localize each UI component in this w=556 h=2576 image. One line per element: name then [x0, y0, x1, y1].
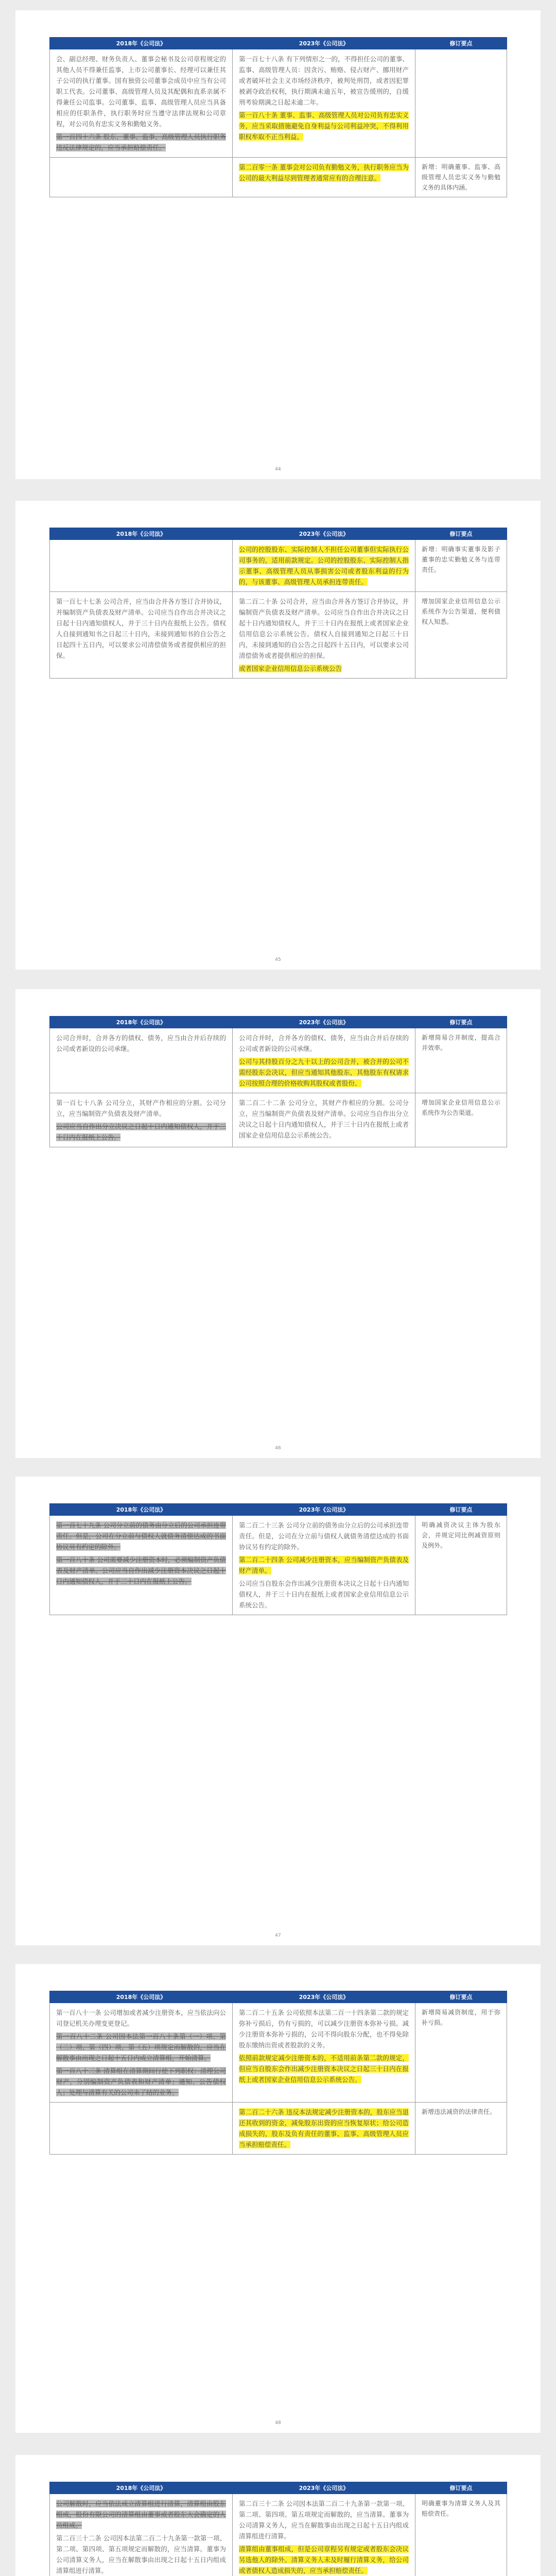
document-page [15, 1477, 541, 1945]
page-number: 47 [275, 1933, 281, 1938]
revision-note-text: 新增违法减资的法律责任。 [422, 2108, 496, 2115]
page-number: 46 [275, 1446, 281, 1451]
revision-note-cell [415, 2494, 507, 2576]
clause-text: 或者国家企业信用信息公示系统公告 [239, 665, 342, 672]
header-new-law: 2023年《公司法》 [233, 1991, 415, 2003]
revision-note-text: 新增简易减资制度，用于弥补亏损。 [422, 2009, 500, 2026]
new-law-cell [233, 592, 415, 679]
clause-text: 第一百七十七条 公司合并，应当由合并各方签订合并协议，并编制资产负债表及财产清单。公司应当自作出合并决议之日起十日内通知债权人，并于三十日内在报纸上公告。债权人自接到通知书之日起三十日内，未接到通知书的自公告之日起四十五日内，可以要求公司清偿债务或者提供相应的担保。 [56, 598, 226, 659]
old-law-cell [50, 49, 233, 158]
clause-text: 第一百八十条 董事、监事、高级管理人员对公司负有忠实义务，应当采取措施避免自身利益与公司利益冲突，不得利用职权牟取不正当利益。 [239, 111, 409, 141]
page-number: 45 [275, 957, 281, 962]
clause-text: 第二百二十三条 公司分立前的债务由分立后的公司承担连带责任。但是，公司在分立前与债权人就债务清偿达成的书面协议另有约定的除外。 [239, 1521, 409, 1551]
header-new-law: 2023年《公司法》 [233, 528, 415, 540]
table-row [50, 49, 507, 158]
revision-note-text: 明确董事为清算义务人及其赔偿责任。 [422, 2500, 500, 2517]
header-new-law: 2023年《公司法》 [233, 1016, 415, 1028]
revision-note-text: 明确减资决议主体为股东会，并规定同比例减资原则及例外。 [422, 1521, 500, 1549]
old-law-cell [50, 1516, 233, 1615]
comparison-table [49, 2482, 507, 2576]
clause-text: 公司应当自股东会作出减少注册资本决议之日起十日内通知债权人，并于三十日内在报纸上或者国家企业信用信息公示系统公告。 [239, 1580, 409, 1609]
table-row [50, 2003, 507, 2103]
old-law-cell [50, 540, 233, 592]
clause-text: 第二百二十六条 违反本法规定减少注册资本的，股东应当退还其收到的资金，减免股东出资的应当恢复原状；给公司造成损失的，股东及负有责任的董事、监事、高级管理人员应当承担赔偿责任。 [239, 2108, 409, 2148]
header-revision-notes: 修订要点 [415, 38, 507, 49]
new-law-cell [233, 2103, 415, 2155]
revision-note-cell [415, 1093, 507, 1147]
clause-text: 第二百三十二条 公司因本法第二百二十九条第一款第一项、第二项、第四项、第五项规定而解散的，应当清算。董事为公司清算义务人，应当在解散事由出现之日起十五日内组成清算组进行清算。 [239, 2500, 409, 2540]
revision-note-cell [415, 1516, 507, 1615]
header-new-law: 2023年《公司法》 [233, 1504, 415, 1516]
document-page [15, 501, 541, 970]
revision-note-text: 增加国家企业信用信息公示系统作为公告渠道，便利债权人知悉。 [422, 598, 500, 625]
clause-text: 公司解散时，应当依法成立清算组进行清算，清算组由股东组成，股份有限公司的清算组由董事或者股东大会确定的人员组成。 [56, 2500, 226, 2529]
page-number: 48 [275, 2420, 281, 2426]
table-row [50, 2103, 507, 2155]
revision-note-text: 增加国家企业信用信息公示系统作为公告渠道。 [422, 1099, 500, 1116]
clause-text: 第二百零一条 董事会对公司负有勤勉义务，执行职务应当为公司的最大利益尽到管理者通常应有的合理注意。 [239, 163, 409, 182]
document-page [15, 10, 541, 479]
clause-text: 依照前款规定减少注册资本的，不适用前条第二款的规定，但应当自股东会作出减少注册资本决议之日起三十日内在报纸上或者国家企业信用信息公示系统公告。 [239, 2054, 409, 2083]
revision-note-cell [415, 540, 507, 592]
page-number: 44 [275, 467, 281, 472]
clause-text: 公司合并时，合并各方的债权、债务，应当由合并后存续的公司或者新设的公司承继。 [239, 1034, 409, 1053]
comparison-table [49, 528, 507, 679]
clause-text: 第一百七十八条 公司分立，其财产作相应的分割。公司分立，应当编制资产负债表及财产清单。 [56, 1099, 226, 1117]
header-revision-notes: 修订要点 [415, 1016, 507, 1028]
clause-text: 第一百八十三条 清算组在清算期间行使下列职权：清理公司财产，分别编制资产负债表和财产清单；通知、公告债权人；处理与清算有关的公司未了结的业务。 [56, 2067, 226, 2096]
clause-text: 公司与其持股百分之九十以上的公司合并，被合并的公司不需经股东会决议，但应当通知其他股东，其他股东有权请求公司按照合理的价格收购其股权或者股份。 [239, 1058, 409, 1087]
clause-text: 第一百七十八条 有下列情形之一的，不得担任公司的董事、监事、高级管理人员：因贪污、贿赂、侵占财产、挪用财产或者破坏社会主义市场经济秩序，被判处刑罚，或者因犯罪被剥夺政治权利，执行期满未逾五年，被宣告缓刑的，自缓刑考验期满之日起未逾二年。 [239, 55, 409, 106]
old-law-cell [50, 158, 233, 197]
header-old-law: 2018年《公司法》 [50, 1016, 233, 1028]
new-law-cell [233, 1028, 415, 1093]
table-row [50, 1516, 507, 1615]
new-law-cell [233, 540, 415, 592]
old-law-cell [50, 2003, 233, 2103]
header-old-law: 2018年《公司法》 [50, 2482, 233, 2494]
header-old-law: 2018年《公司法》 [50, 1991, 233, 2003]
header-new-law: 2023年《公司法》 [233, 38, 415, 49]
document-page [15, 1964, 541, 2433]
header-revision-notes: 修订要点 [415, 1504, 507, 1516]
new-law-cell [233, 1093, 415, 1147]
clause-text: 第一百八十一条 公司增加或者减少注册资本，应当依法向公司登记机关办理变更登记。 [56, 2009, 226, 2027]
new-law-cell [233, 2003, 415, 2103]
header-old-law: 2018年《公司法》 [50, 528, 233, 540]
revision-note-text: 新增简易合并制度，提高合并效率。 [422, 1034, 500, 1052]
clause-text: 第一百八十条 公司需要减少注册资本时，必须编制资产负债表及财产清单。公司应当自作出减少注册资本决议之日起十日内通知债权人，并于三十日内在报纸上公告。 [56, 1556, 226, 1585]
clause-text: 公司的控股股东、实际控制人不担任公司董事但实际执行公司事务的，适用前款规定。公司的控股股东、实际控制人指示董事、高级管理人员从事损害公司或者股东利益的行为的，与该董事、高级管理人员承担连带责任。 [239, 546, 409, 586]
clause-text: 第二百二十二条 公司分立，其财产作相应的分割。公司分立，应当编制资产负债表及财产清单。公司应当自作出分立决议之日起十日内通知债权人，并于三十日内在报纸上或者国家企业信用信息公示系统公告。 [239, 1099, 409, 1139]
header-old-law: 2018年《公司法》 [50, 38, 233, 49]
clause-text: 第一百八十二条 公司因本法第一百八十条第（一）项、第（二）项、第（四）项、第（五）项规定而解散的，应当在解散事由出现之日起十五日内成立清算组，开始清算。 [56, 2032, 226, 2062]
comparison-table [49, 37, 507, 197]
new-law-cell [233, 158, 415, 197]
clause-text: 第二百二十四条 公司减少注册资本，应当编制资产负债表及财产清单。 [239, 1556, 409, 1574]
revision-note-cell [415, 2003, 507, 2103]
header-revision-notes: 修订要点 [415, 528, 507, 540]
new-law-cell [233, 49, 415, 158]
clause-text: 清算组由董事组成，但是公司章程另有规定或者股东会决议另选他人的除外。清算义务人未及时履行清算义务，给公司或者债权人造成损失的，应当承担赔偿责任。 [239, 2545, 409, 2574]
clause-text: 第二百三十二条 公司因本法第二百二十九条第一款第一项、第二项、第四项、第五项规定而解散的，应当清算。董事为公司清算义务人，应当在解散事由出现之日起十五日内组成清算组进行清算。 [56, 2534, 226, 2574]
clause-text: 第一百七十九条 公司分立前的债务由分立后的公司承担连带责任。但是，公司在分立前与债权人就债务清偿达成的书面协议另有约定的除外。 [56, 1521, 226, 1551]
clause-text: 会、副总经理、财务负责人、董事会秘书及公司章程规定的其他人员不得兼任监事，上市公司董事长、经理可以兼任其子公司的执行董事。国有独资公司董事会成员中应当有公司职工代表。公司董事、高级管理人员及其配偶和直系亲属不得兼任公司监事。公司董事、监事、高级管理人员应当具备相应的任职条件，执行职务时应当遵守法律法规和公司章程，对公司负有忠实义务和勤勉义务。 [56, 55, 226, 128]
header-old-law: 2018年《公司法》 [50, 1504, 233, 1516]
table-row [50, 592, 507, 679]
old-law-cell [50, 592, 233, 679]
table-row [50, 158, 507, 197]
old-law-cell [50, 1093, 233, 1147]
clause-text: 公司合并时，合并各方的债权、债务，应当由合并后存续的公司或者新设的公司承继。 [56, 1034, 226, 1053]
revision-note-text: 新增：明确董事、监事、高级管理人员忠实义务与勤勉义务的具体内涵。 [422, 163, 500, 191]
clause-text: 第二百二十条 公司合并，应当由合并各方签订合并协议，并编制资产负债表及财产清单。公司应当自作出合并决议之日起十日内通知债权人，并于三十日内在报纸上或者国家企业信用信息公示系统公告。债权人自接到通知之日起三十日内，未接到通知的自公告之日起四十五日内，可以要求公司清偿债务或者提供相应的担保。 [239, 598, 409, 659]
table-row [50, 540, 507, 592]
comparison-table [49, 1503, 507, 1615]
new-law-cell [233, 2494, 415, 2576]
revision-note-text: 新增：明确事实董事及影子董事的忠实勤勉义务与连带责任。 [422, 546, 500, 573]
header-revision-notes: 修订要点 [415, 2482, 507, 2494]
document-page [15, 989, 541, 1458]
revision-note-cell [415, 1028, 507, 1093]
revision-note-cell [415, 49, 507, 158]
old-law-cell [50, 1028, 233, 1093]
table-row [50, 1028, 507, 1093]
old-law-cell [50, 2494, 233, 2576]
comparison-table [49, 1016, 507, 1147]
revision-note-cell [415, 158, 507, 197]
clause-text: 公司应当自作出分立决议之日起十日内通知债权人，并于三十日内在报纸上公告。 [56, 1123, 226, 1141]
table-row [50, 1093, 507, 1147]
comparison-table [49, 1991, 507, 2155]
header-new-law: 2023年《公司法》 [233, 2482, 415, 2494]
revision-note-cell [415, 2103, 507, 2155]
header-revision-notes: 修订要点 [415, 1991, 507, 2003]
clause-text: 第二百二十五条 公司依照本法第二百一十四条第二款的规定弥补亏损后，仍有亏损的，可以减少注册资本弥补亏损。减少注册资本弥补亏损的，公司不得向股东分配，也不得免除股东缴纳出资或者股款的义务。 [239, 2009, 409, 2049]
clause-text: 第一百四十六条 股东、董事、监事、高级管理人员执行职务违反法律规定的，应当承担赔偿责任。 [56, 133, 226, 151]
old-law-cell [50, 2103, 233, 2155]
document-page [15, 2455, 541, 2576]
new-law-cell [233, 1516, 415, 1615]
table-row [50, 2494, 507, 2576]
revision-note-cell [415, 592, 507, 679]
